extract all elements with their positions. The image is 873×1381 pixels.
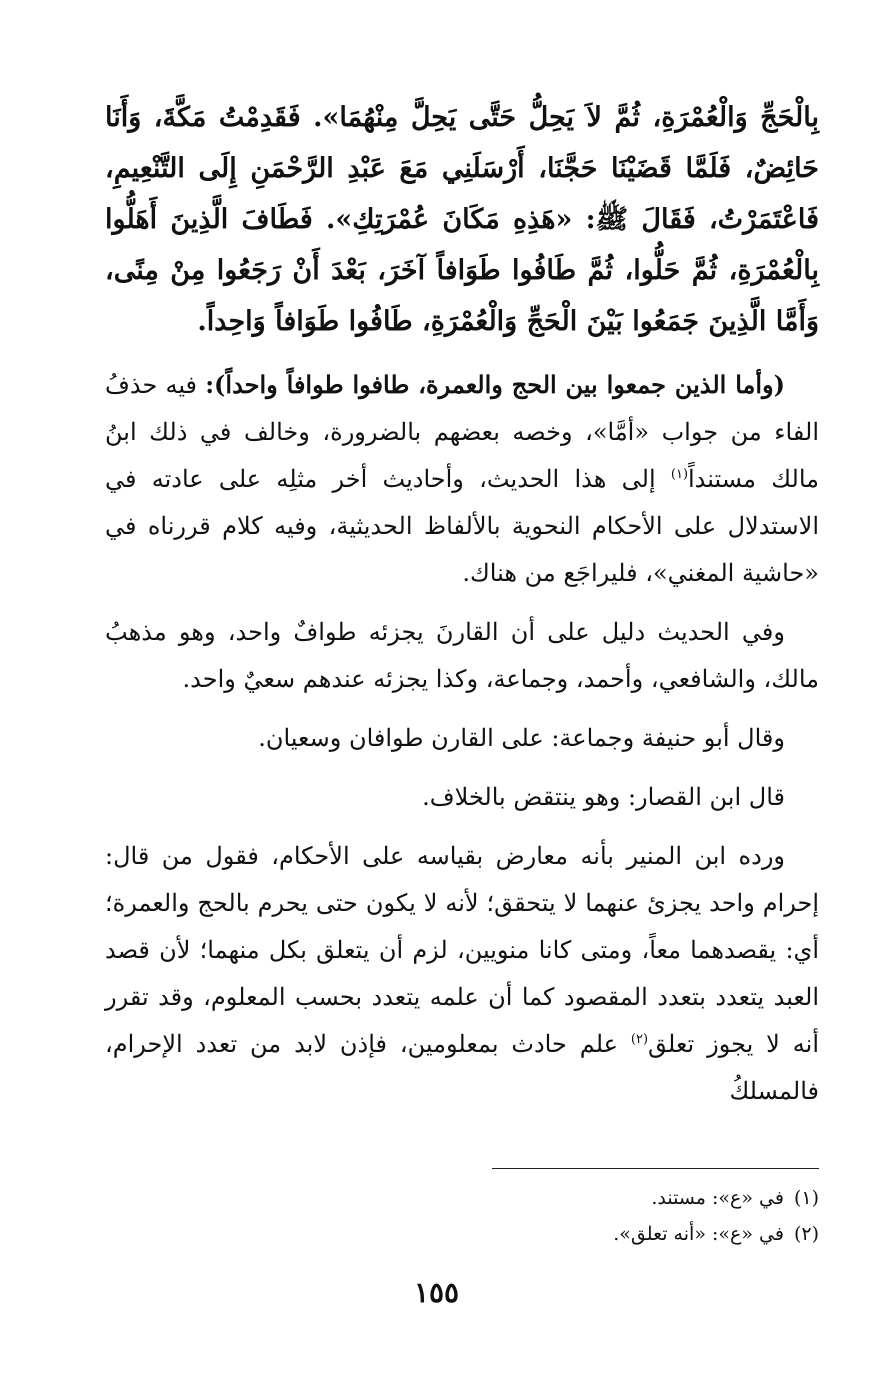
paragraph-ibn-munir-text-1: ورده ابن المنير بأنه معارض بقياسه على الأحكام، فقول من قال: إحرام واحد يجزئ عنهما لا يتحقق؛ لأنه لا يكون حتى يحرم بالحج والعمرة؛ أي: يقصدهما معاً، ومتى كانا منويين، لزم أن يتعلق بكل منهما؛ لأن قصد العبد يتعدد بتعدد المقصود كما أن علمه يتعدد بحسب المعلوم، وقد تقرر أنه لا يجوز تعلق [105,842,819,1058]
footnote-text: في «ع»: مستند. [651,1187,784,1209]
commentary-text-1: فيه حذفُ الفاء من جواب «أمَّا»، وخصه بعضهم بالضرورة، وخالف في ذلك ابنُ مالك مستنداً [105,371,819,493]
paragraph-ibn-qassar: قال ابن القصار: وهو ينتقض بالخلاف. [422,783,785,811]
footnote-divider [492,1168,819,1169]
footnote-ref-2: (٢) [630,1032,649,1047]
footnote-item [613,1216,819,1252]
commentary-paragraph [105,361,819,597]
footnote-item [613,1180,819,1216]
footnote-number: (١) [793,1187,819,1209]
hadith-text: بِالْحَجِّ وَالْعُمْرَةِ، ثُمَّ لاَ يَحِلُّ حَتَّى يَحِلَّ مِنْهُمَا». فَقَدِمْتُ مَكَّةَ، وَأَنَا حَائِضٌ، فَلَمَّا قَضَيْنَا حَجَّنَا، أَرْسَلَنِي مَعَ عَبْدِ الرَّحْمَنِ إِلَى التَّنْعِيمِ، فَاعْتَمَرْتُ، فَقَالَ ﷺ: «هَذِهِ مَكَانَ عُمْرَتِكِ». فَطَافَ الَّذِينَ أَهَلُّوا بِالْعُمْرَةِ، ثُمَّ حَلُّوا، ثُمَّ طَافُوا طَوَافاً آخَرَ، بَعْدَ أَنْ رَجَعُوا مِنْ مِنًى، وَأَمَّا الَّذِينَ جَمَعُوا بَيْنَ الْحَجِّ وَالْعُمْرَةِ، طَافُوا طَوَافاً وَاحِداً. [105,102,819,337]
paragraph-abu-hanifa: وقال أبو حنيفة وجماعة: على القارن طوافان وسعيان. [258,724,785,752]
footnote-number: (٢) [793,1223,819,1245]
footnotes [613,1180,819,1252]
footnote-text: في «ع»: «أنه تعلق». [613,1223,784,1245]
commentary-text-2: إلى هذا الحديث، وأحاديث أخر مثلِه على عادته في الاستدلال على الأحكام النحوية بالألفاظ الحديثية، وفيه كلام قررناه في «حاشية المغني»، فليراجَع من هناك. [105,465,819,587]
paragraph-qarin: وفي الحديث دليل على أن القارنَ يجزئه طوافٌ واحد، وهو مذهبُ مالك، والشافعي، وأحمد، وجماعة، وكذا يجزئه عندهم سعيٌ واحد. [105,618,819,693]
paragraph-ibn-munir [105,833,819,1115]
page-number: ١٥٥ [413,1276,460,1309]
paragraph-ibn-munir-text-2: علم حادث بمعلومين، فإذن لابد من تعدد الإحرام، فالمسلكُ [105,1030,819,1105]
commentary-lead: (وأما الذين جمعوا بين الحج والعمرة، طافوا طوافاً واحداً): [205,370,785,399]
main-text [105,92,819,1115]
footnote-ref-1: (١) [670,467,689,482]
